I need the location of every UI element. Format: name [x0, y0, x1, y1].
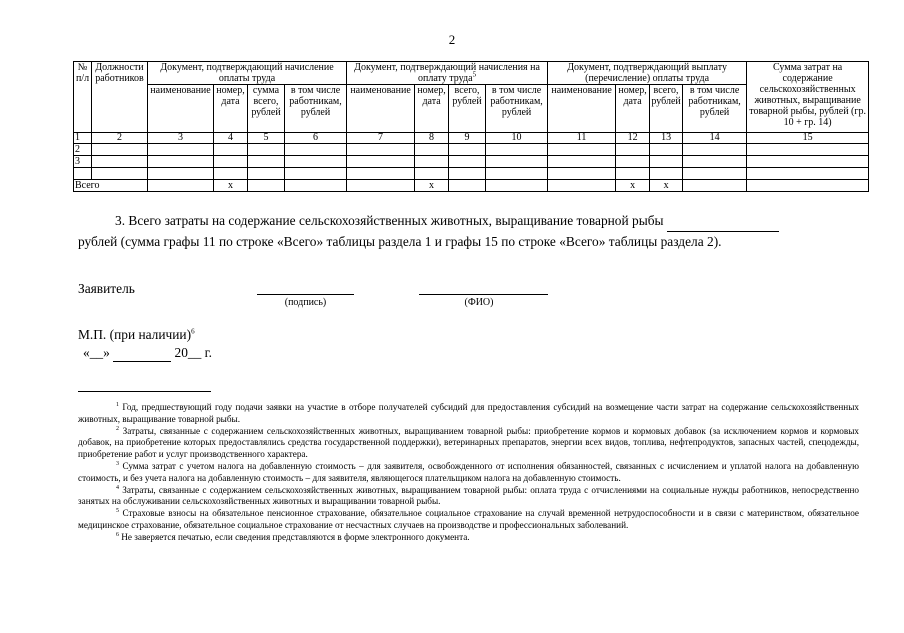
header-row-1	[74, 62, 869, 85]
total-row	[74, 180, 869, 192]
header-total-costs: Сумма затрат на содержание сельскохозяйственных животных, выращивание товарной рыбы, рублей (гр. 10 + гр. 14)	[747, 62, 869, 133]
total-cell	[747, 180, 869, 192]
column-number: 11	[548, 133, 616, 144]
subheader-cell: в том числе работникам, рублей	[486, 85, 548, 133]
footnote-text: Затраты, связанные с содержанием сельскохозяйственных животных, выращиванием товарной рыбы: оплата труда с отчислениями на социальные нужды работников, непосредственно занятых на обслуживании сельскохозяйственных животных и выращивании товарной рыбы.	[78, 484, 860, 507]
column-number: 7	[347, 133, 415, 144]
footnote-text: Не заверяется печатью, если сведения представляются в форме электронного документа.	[121, 531, 470, 542]
total-label: Всего	[74, 180, 148, 192]
total-cell: x	[415, 180, 449, 192]
total-cell	[548, 180, 616, 192]
footnote-number: 3	[116, 460, 119, 467]
total-cell	[148, 180, 214, 192]
header-doc-labor: Документ, подтверждающий начисление оплаты труда	[148, 62, 347, 85]
column-number: 8	[415, 133, 449, 144]
table-row	[74, 144, 869, 156]
stamp-label	[78, 327, 195, 343]
footnote	[78, 508, 859, 532]
header-doc-contrib-text: Документ, подтверждающий начисления на оплату труда	[354, 62, 540, 84]
date-day[interactable]: «__»	[83, 345, 110, 360]
section-3-line-2: рублей (сумма графы 11 по строке «Всего» таблицы раздела 1 и графы 15 по строке «Всего» таблицы раздела 2).	[78, 234, 722, 249]
signature-field[interactable]	[257, 294, 354, 295]
subheader-cell: номер, дата	[214, 85, 248, 133]
total-cell: x	[214, 180, 248, 192]
column-number: 3	[148, 133, 214, 144]
column-number: 13	[650, 133, 683, 144]
total-cell: x	[650, 180, 683, 192]
signature-caption: (подпись)	[284, 297, 327, 308]
table-row	[74, 156, 869, 168]
section-3-text-1: 3. Всего затраты на содержание сельскохозяйственных животных, выращивание товарной рыбы	[115, 213, 664, 228]
footnote-number: 4	[116, 484, 119, 491]
total-cell	[285, 180, 347, 192]
subheader-cell: наименование	[148, 85, 214, 133]
date-year[interactable]: 20__ г.	[174, 345, 212, 360]
footnotes	[78, 402, 859, 544]
cost-table	[73, 61, 869, 192]
column-number: 9	[449, 133, 486, 144]
footnote-number: 6	[116, 531, 119, 538]
full-name-field[interactable]	[419, 294, 548, 295]
header-doc-payment: Документ, подтверждающий выплату (перечисление) оплаты труда	[548, 62, 747, 85]
date-line	[83, 345, 212, 362]
footnote-ref: 5	[472, 70, 477, 79]
total-amount-field[interactable]	[667, 211, 779, 232]
subheader-cell: номер, дата	[415, 85, 449, 133]
column-number: 12	[616, 133, 650, 144]
row-number: 3	[74, 156, 92, 168]
total-cell	[486, 180, 548, 192]
column-number: 2	[92, 133, 148, 144]
header-position: Должности работников	[92, 62, 148, 133]
subheader-cell: наименование	[347, 85, 415, 133]
subheader-cell: в том числе работникам, рублей	[683, 85, 747, 133]
subheader-cell: номер, дата	[616, 85, 650, 133]
footnote-text: Год, предшествующий году подачи заявки на участие в отборе получателей субсидий для предоставления субсидий на возмещение части затрат на содержание сельскохозяйственных животных, выращивание товарной рыбы.	[78, 402, 859, 424]
footnote-number: 1	[116, 401, 119, 408]
footnote-text: Страховые взносы на обязательное пенсионное страхование, обязательное социальное страхование на случай временной нетрудоспособности и в связи с материнством, обязательное медицинское страхование, обязательное социальное страхование от несчастных случаев на производстве и профессиональных заболеваний.	[78, 508, 859, 530]
footnote-text: Затраты, связанные с содержанием сельскохозяйственных животных, выращиванием товарной рыбы: приобретение кормов и кормовых добавок (за исключением кормов и кормовых добавок, на приобретение которых предоставлялись средства государственной поддержки), ветеринарных препаратов, энергии всех видов, топлива, нефтепродуктов, запасных частей, спецодежды, приобретение работ и услуг производственного характера.	[78, 425, 860, 460]
column-number: 5	[248, 133, 285, 144]
applicant-label: Заявитель	[78, 281, 135, 296]
footnote-text: Сумма затрат с учетом налога на добавленную стоимость – для заявителя, освобожденного от исполнения обязанностей, связанных с исчислением и уплатой налога на добавленную стоимость, и без учета налога на добавленную стоимость – для заявителя, являющегося плательщиком налога на добавленную стоимость.	[78, 460, 859, 483]
stamp-label-text: М.П. (при наличии)	[78, 327, 192, 342]
table-row	[74, 168, 869, 180]
column-number: 10	[486, 133, 548, 144]
footnote-divider	[78, 391, 211, 392]
column-number: 15	[747, 133, 869, 144]
total-cell	[449, 180, 486, 192]
footnote-ref: 6	[191, 327, 195, 336]
footnote	[78, 402, 859, 426]
column-number: 4	[214, 133, 248, 144]
subheader-cell: в том числе работникам, рублей	[285, 85, 347, 133]
total-cell	[683, 180, 747, 192]
footnote	[78, 485, 859, 509]
column-number: 6	[285, 133, 347, 144]
subheader-cell: наименование	[548, 85, 616, 133]
total-cell: x	[616, 180, 650, 192]
footnote	[78, 426, 859, 461]
full-name-caption: (ФИО)	[464, 297, 494, 308]
subheader-cell: сумма всего, рублей	[248, 85, 285, 133]
section-3-line-1	[78, 211, 868, 232]
total-cell	[248, 180, 285, 192]
section-3	[78, 211, 868, 252]
column-numbers-row	[74, 133, 869, 144]
total-cell	[347, 180, 415, 192]
row-number: 2	[74, 144, 92, 156]
footnote-number: 5	[116, 508, 119, 515]
date-month-field[interactable]	[113, 345, 171, 362]
page-number: 2	[448, 32, 456, 47]
header-num: № п/л	[74, 62, 92, 133]
subheader-cell: всего, рублей	[650, 85, 683, 133]
subheader-cell: всего, рублей	[449, 85, 486, 133]
column-number: 14	[683, 133, 747, 144]
footnote	[78, 532, 859, 544]
column-number: 1	[74, 133, 92, 144]
header-doc-contrib	[347, 62, 548, 85]
footnote	[78, 461, 859, 485]
footnote-number: 2	[116, 425, 119, 432]
